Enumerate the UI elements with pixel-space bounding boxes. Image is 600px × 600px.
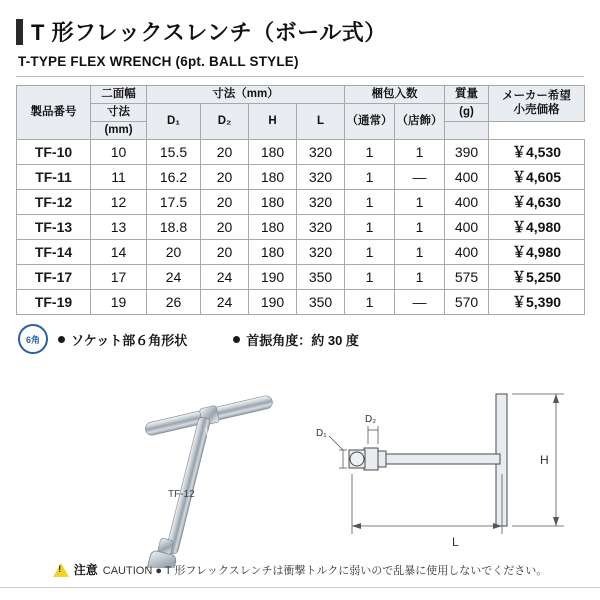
bullet-icon (58, 336, 65, 343)
cell-part-no: TF-17 (17, 265, 91, 290)
cell-h: 190 (249, 290, 297, 315)
feature-label: 首振角度：約 30 度 (246, 332, 359, 348)
cell-pack-shop: 1 (395, 265, 445, 290)
feature-label: ソケット部６角形状 (71, 332, 188, 348)
cell-weight: 400 (445, 190, 489, 215)
cell-h: 190 (249, 265, 297, 290)
cell-d1: 17.5 (147, 190, 201, 215)
table-row (17, 265, 585, 290)
footer-divider (0, 587, 600, 600)
cell-pack-shop: 1 (395, 140, 445, 165)
cell-across-flats: 12 (91, 190, 147, 215)
cell-h: 180 (249, 140, 297, 165)
cell-pack-shop: 1 (395, 215, 445, 240)
cell-d2: 20 (201, 190, 249, 215)
th-d2: D₂ (201, 104, 249, 140)
cell-d2: 20 (201, 240, 249, 265)
table-row (17, 140, 585, 165)
table-row (17, 240, 585, 265)
cell-weight: 400 (445, 215, 489, 240)
cell-price: ￥4,530 (489, 140, 585, 165)
feature-item-swivel-angle (233, 330, 359, 349)
cell-pack-normal: 1 (345, 165, 395, 190)
cell-across-flats: 19 (91, 290, 147, 315)
feature-item-socket-shape (58, 330, 187, 349)
spec-table (16, 85, 585, 315)
cell-h: 180 (249, 165, 297, 190)
caution-note (0, 561, 600, 578)
th-d1: D₁ (147, 104, 201, 140)
cell-l: 320 (297, 215, 345, 240)
cell-price: ￥5,250 (489, 265, 585, 290)
cell-part-no: TF-19 (17, 290, 91, 315)
cell-weight: 400 (445, 240, 489, 265)
cell-weight: 575 (445, 265, 489, 290)
cell-d1: 15.5 (147, 140, 201, 165)
th-h: H (249, 104, 297, 140)
cell-weight: 390 (445, 140, 489, 165)
drawing-dimension-labels (316, 414, 549, 549)
cell-l: 320 (297, 190, 345, 215)
cell-d1: 16.2 (147, 165, 201, 190)
table-row (17, 165, 585, 190)
cell-part-no: TF-11 (17, 165, 91, 190)
cell-pack-normal: 1 (345, 290, 395, 315)
cell-pack-normal: 1 (345, 140, 395, 165)
cell-price: ￥4,980 (489, 215, 585, 240)
cell-l: 350 (297, 290, 345, 315)
cell-across-flats: 13 (91, 215, 147, 240)
spec-table-body (17, 140, 585, 315)
title-english: T-TYPE FLEX WRENCH (6pt. BALL STYLE) (18, 54, 299, 69)
cell-d1: 26 (147, 290, 201, 315)
caution-text: CAUTION ● T 形フレックスレンチは衝撃トルクに弱いので乱暴に使用しないでください。 (102, 564, 548, 577)
cell-d2: 24 (201, 290, 249, 315)
table-row (17, 290, 585, 315)
label-l: L (452, 535, 459, 549)
cell-h: 180 (249, 240, 297, 265)
cell-pack-normal: 1 (345, 240, 395, 265)
cell-part-no: TF-12 (17, 190, 91, 215)
th-across-flats-line2: 寸法 (91, 104, 147, 122)
cell-price: ￥5,390 (489, 290, 585, 315)
title-accent-bar (16, 19, 23, 45)
cell-d1: 18.8 (147, 215, 201, 240)
cell-pack-shop: 1 (395, 190, 445, 215)
cell-across-flats: 14 (91, 240, 147, 265)
th-weight: 質量 (445, 86, 489, 104)
cell-weight: 400 (445, 165, 489, 190)
cell-l: 320 (297, 140, 345, 165)
th-price-line1: メーカー希望 (502, 90, 571, 103)
cell-h: 180 (249, 215, 297, 240)
cell-part-no: TF-10 (17, 140, 91, 165)
cell-d2: 20 (201, 215, 249, 240)
warning-triangle-icon (53, 563, 69, 577)
cell-d2: 20 (201, 165, 249, 190)
cell-d1: 24 (147, 265, 201, 290)
wrench-photo (144, 393, 274, 568)
cell-l: 320 (297, 165, 345, 190)
th-packing: 梱包入数 (345, 86, 445, 104)
th-weight-spacer (445, 122, 489, 140)
wrench-illustration (16, 356, 584, 568)
illustration-area (16, 356, 584, 568)
label-d2: D₂ (365, 414, 377, 425)
cell-pack-normal: 1 (345, 190, 395, 215)
cell-weight: 570 (445, 290, 489, 315)
caution-label: 注意 (73, 563, 98, 577)
bullet-icon (233, 336, 240, 343)
label-h: H (540, 453, 549, 467)
th-price-line2: 小売価格 (513, 103, 560, 116)
th-across-flats-line3: (mm) (91, 122, 147, 140)
hex-badge-icon: 6角 (18, 324, 48, 354)
cell-pack-normal: 1 (345, 215, 395, 240)
cell-price: ￥4,630 (489, 190, 585, 215)
cell-pack-shop: — (395, 165, 445, 190)
cell-d2: 20 (201, 140, 249, 165)
table-header-row-1 (17, 86, 585, 104)
header-divider (16, 76, 584, 77)
table-row (17, 215, 585, 240)
th-packing-shop: （店飾） (395, 104, 445, 140)
cell-d1: 20 (147, 240, 201, 265)
th-l: L (297, 104, 345, 140)
th-price (489, 86, 585, 122)
cell-part-no: TF-14 (17, 240, 91, 265)
cell-across-flats: 10 (91, 140, 147, 165)
cell-d2: 24 (201, 265, 249, 290)
th-dimensions: 寸法（mm） (147, 86, 345, 104)
cell-across-flats: 11 (91, 165, 147, 190)
cell-pack-shop: — (395, 290, 445, 315)
th-packing-normal: （通常） (345, 104, 395, 140)
cell-part-no: TF-13 (17, 215, 91, 240)
title-japanese: T 形フレックスレンチ（ボール式） (31, 20, 387, 45)
cell-l: 350 (297, 265, 345, 290)
cell-h: 180 (249, 190, 297, 215)
cell-pack-normal: 1 (345, 265, 395, 290)
table-row (17, 190, 585, 215)
cell-across-flats: 17 (91, 265, 147, 290)
th-weight-unit: (g) (445, 104, 489, 122)
th-part-no: 製品番号 (17, 86, 91, 140)
cell-pack-shop: 1 (395, 240, 445, 265)
cell-price: ￥4,605 (489, 165, 585, 190)
th-across-flats-line1: 二面幅 (91, 86, 147, 104)
photo-part-label: TF-12 (168, 489, 195, 500)
cell-l: 320 (297, 240, 345, 265)
cell-price: ￥4,980 (489, 240, 585, 265)
page-title (16, 16, 584, 47)
label-d1: D₁ (316, 428, 327, 439)
feature-row (16, 324, 584, 354)
